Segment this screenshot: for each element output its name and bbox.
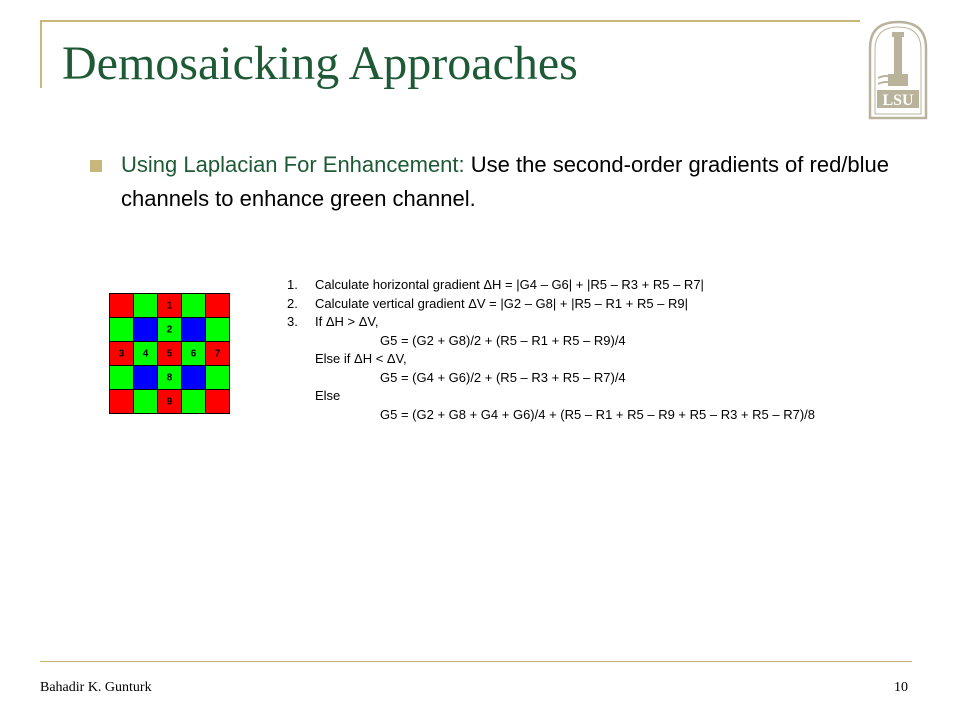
bayer-cell: [110, 294, 134, 318]
bullet-body: Use the second-order gradients of red/blue channels to enhance green channel.: [121, 152, 890, 211]
footer-author: Bahadir K. Gunturk: [40, 680, 152, 695]
frame-top-line: [40, 20, 860, 22]
step-text: Else: [315, 388, 341, 403]
bayer-cell-label: 1: [166, 300, 173, 311]
step-number: 3.: [287, 314, 298, 329]
step-text: G5 = (G2 + G8 + G4 + G6)/4 + (R5 – R1 + R5 – R9 + R5 – R3 + R5 – R7)/8: [380, 406, 815, 422]
lsu-logo-icon: [866, 18, 930, 120]
bayer-cell-label: 7: [214, 348, 221, 359]
bayer-cell: [134, 342, 158, 366]
bayer-cell-label: 2: [166, 324, 173, 335]
bayer-cell: [134, 390, 158, 414]
bayer-cell: [182, 294, 206, 318]
bayer-cell: [110, 366, 134, 390]
bayer-cell: [206, 318, 230, 342]
bayer-cell: [158, 342, 182, 366]
step-number: 2.: [287, 295, 298, 311]
bayer-cell: [206, 390, 230, 414]
bayer-cell: [158, 294, 182, 318]
step-text: Calculate horizontal gradient ΔH = |G4 – G6| + |R5 – R3 + R5 – R7|: [315, 277, 704, 292]
page-number: 10: [894, 680, 908, 695]
bayer-cell-label: 9: [166, 396, 173, 407]
bayer-cell-label: 6: [190, 348, 197, 359]
bayer-cell: [182, 366, 206, 390]
bayer-cell-label: 4: [142, 348, 149, 359]
slide-title: Demosaicking Approaches: [62, 37, 578, 90]
bayer-cell: [206, 294, 230, 318]
step-text: G5 = (G2 + G8)/2 + (R5 – R1 + R5 – R9)/4: [380, 332, 626, 348]
bayer-cell: [182, 390, 206, 414]
step-number: 1.: [287, 277, 298, 292]
bayer-cell: [182, 342, 206, 366]
bayer-cell: [134, 318, 158, 342]
bayer-cell: [206, 342, 230, 366]
bayer-cell: [182, 318, 206, 342]
bayer-cell: [134, 294, 158, 318]
bayer-cell: [158, 366, 182, 390]
bullet-lead: Using Laplacian For Enhancement:: [121, 152, 465, 177]
bayer-cell-label: 8: [166, 372, 173, 383]
frame-left-line: [40, 20, 42, 88]
bayer-cell: [158, 318, 182, 342]
bayer-cell: [206, 366, 230, 390]
bayer-cell: [110, 318, 134, 342]
bayer-cell: [110, 390, 134, 414]
bayer-pattern-grid: [109, 293, 230, 414]
bayer-cell-label: 3: [118, 348, 125, 359]
bayer-cell: [158, 390, 182, 414]
bayer-cell: [134, 366, 158, 390]
step-text: If ΔH > ΔV,: [315, 314, 379, 329]
step-text: Else if ΔH < ΔV,: [315, 351, 407, 366]
bayer-cell-label: 5: [166, 348, 173, 359]
logo-lettering: LSU: [882, 92, 914, 109]
bayer-cell: [110, 342, 134, 366]
step-text: G5 = (G4 + G6)/2 + (R5 – R3 + R5 – R7)/4: [380, 369, 626, 385]
bullet-square-icon: [90, 160, 102, 172]
footer-line: [40, 661, 912, 662]
bullet-paragraph: [121, 148, 911, 216]
step-text: Calculate vertical gradient ΔV = |G2 – G8| + |R5 – R1 + R5 – R9|: [315, 295, 689, 311]
